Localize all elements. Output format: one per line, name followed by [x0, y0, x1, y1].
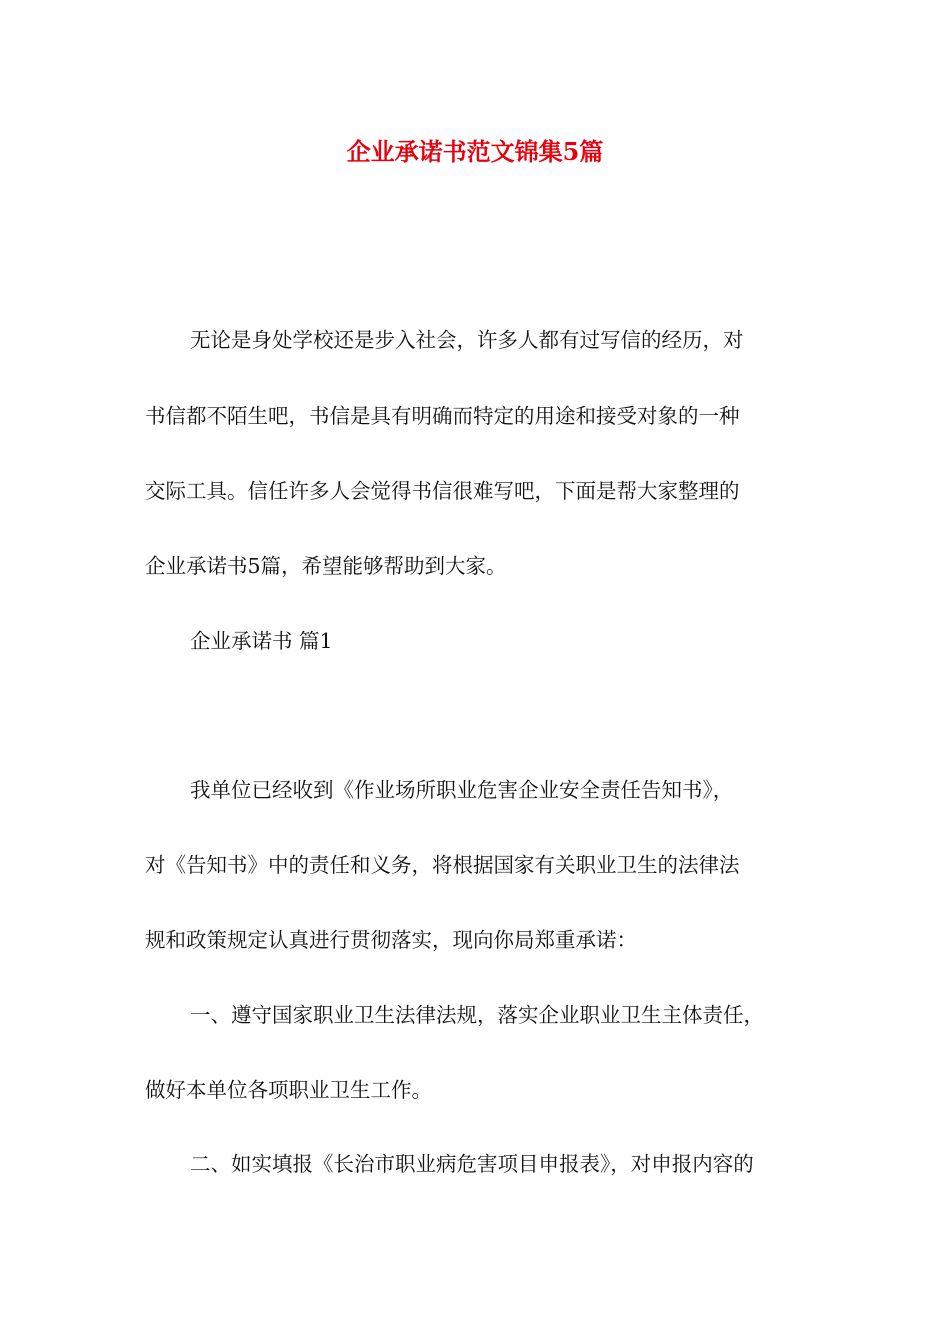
paragraph-line: 一、遵守国家职业卫生法律法规，落实企业职业卫生主体责任，	[190, 1003, 764, 1027]
paragraph-line: 我单位已经收到《作业场所职业危害企业安全责任告知书》，	[190, 778, 734, 802]
paragraph-line: 书信都不陌生吧，书信是具有明确而特定的用途和接受对象的一种	[145, 404, 740, 428]
paragraph-line: 做好本单位各项职业卫生工作。	[145, 1078, 432, 1102]
section-heading: 企业承诺书 篇1	[190, 629, 333, 653]
paragraph-line: 二、如实填报《长治市职业病危害项目申报表》，对申报内容的	[190, 1152, 754, 1176]
paragraph-line: 规和政策规定认真进行贯彻落实，现向你局郑重承诺：	[145, 928, 637, 952]
paragraph-line: 对《告知书》中的责任和义务，将根据国家有关职业卫生的法律法	[145, 853, 740, 877]
paragraph-line: 企业承诺书5篇，希望能够帮助到大家。	[145, 554, 507, 578]
paragraph-line: 交际工具。信任许多人会觉得书信很难写吧，下面是帮大家整理的	[145, 479, 740, 503]
paragraph-line: 无论是身处学校还是步入社会，许多人都有过写信的经历，对	[190, 328, 744, 352]
document-title: 企业承诺书范文锦集5篇	[346, 137, 604, 166]
